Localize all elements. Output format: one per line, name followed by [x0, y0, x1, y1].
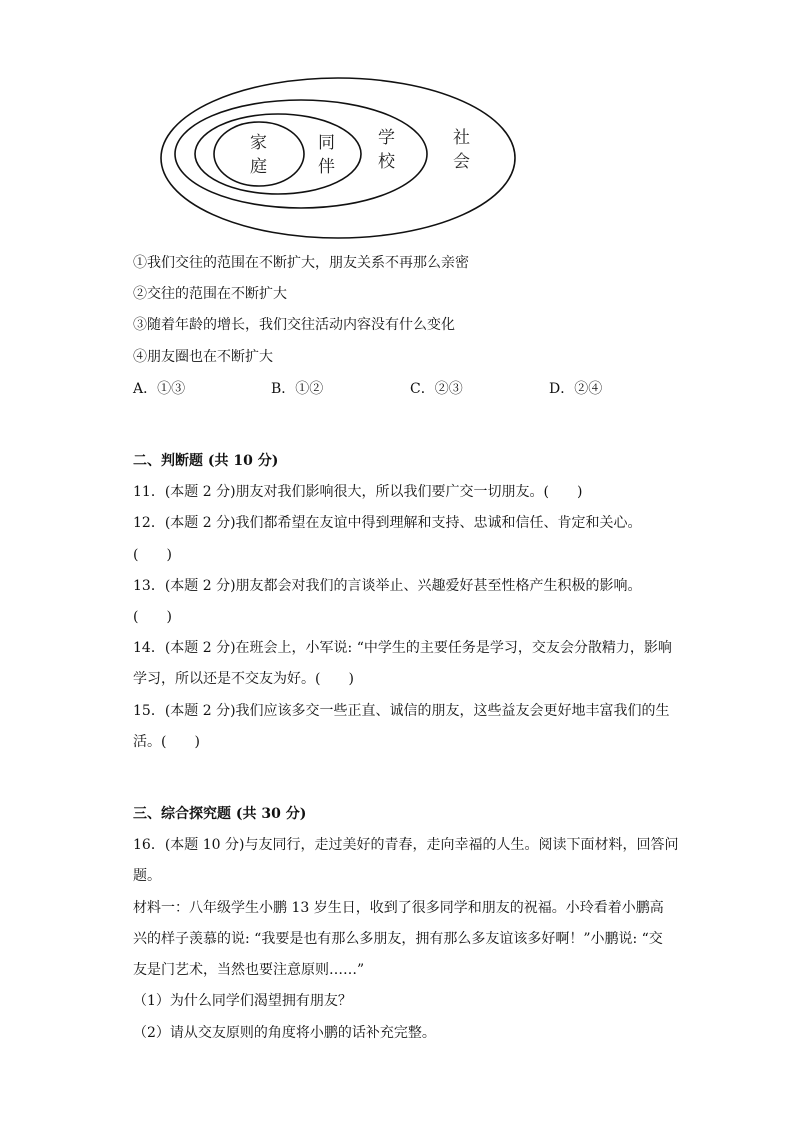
statement-2: ②交往的范围在不断扩大	[133, 286, 287, 302]
sub-question-2: （2）请从交友原则的角度将小鹏的话补充完整。	[133, 1025, 436, 1041]
label-society-2: 会	[453, 152, 470, 172]
label-peers-2: 伴	[318, 157, 335, 177]
label-society-1: 社	[453, 128, 470, 148]
q11-line: 11．(本题 2 分)朋友对我们影响很大，所以我们要广交一切朋友。( )	[133, 484, 583, 500]
label-school-2: 校	[378, 152, 395, 172]
q16-line-2: 题。	[133, 868, 161, 884]
label-school-1: 学	[378, 128, 395, 148]
label-family-1: 家	[250, 133, 267, 153]
q16-line-1: 16．(本题 10 分)与友同行，走过美好的青春，走向幸福的人生。阅读下面材料，回答问	[133, 837, 679, 853]
q15-line-2: 活。( )	[133, 734, 200, 750]
section-title-true-false: 二、判断题 (共 10 分)	[133, 453, 279, 469]
q14-line-2: 学习，所以还是不交友为好。( )	[133, 671, 354, 687]
q13-line: 13．(本题 2 分)朋友都会对我们的言谈举止、兴趣爱好甚至性格产生积极的影响。	[133, 578, 642, 594]
statement-1: ①我们交往的范围在不断扩大，朋友关系不再那么亲密	[133, 255, 469, 271]
label-peers-1: 同	[318, 133, 335, 153]
option-a: A．①③	[133, 381, 186, 397]
friendship-circle-diagram	[158, 76, 518, 241]
material-line-1: 材料一：八年级学生小鹏 13 岁生日，收到了很多同学和朋友的祝福。小玲看着小鹏高	[133, 900, 664, 916]
q15-line-1: 15．(本题 2 分)我们应该多交一些正直、诚信的朋友，这些益友会更好地丰富我们的生	[133, 703, 670, 719]
label-family-2: 庭	[250, 157, 267, 177]
material-line-3: 友是门艺术，当然也要注意原则……”	[133, 962, 365, 978]
option-b: B．①②	[271, 381, 324, 397]
option-c: C．②③	[410, 381, 463, 397]
ring-peers	[195, 114, 361, 194]
q12-answer-blank: ( )	[133, 547, 172, 563]
material-line-2: 兴的样子羡慕的说: “我要是也有那么多朋友，拥有那么多友谊该多好啊！”小鹏说: “交	[133, 931, 663, 947]
q12-line: 12．(本题 2 分)我们都希望在友谊中得到理解和支持、忠诚和信任、肯定和关心。	[133, 515, 642, 531]
option-d: D．②④	[549, 381, 603, 397]
statement-4: ④朋友圈也在不断扩大	[133, 349, 273, 365]
statement-3: ③随着年龄的增长，我们交往活动内容没有什么变化	[133, 317, 455, 333]
q13-answer-blank: ( )	[133, 609, 172, 625]
sub-question-1: （1）为什么同学们渴望拥有朋友？	[133, 993, 352, 1009]
q14-line-1: 14．(本题 2 分)在班会上，小军说: “中学生的主要任务是学习，交友会分散精力，影响	[133, 640, 672, 656]
section-title-inquiry: 三、综合探究题 (共 30 分)	[133, 806, 307, 822]
